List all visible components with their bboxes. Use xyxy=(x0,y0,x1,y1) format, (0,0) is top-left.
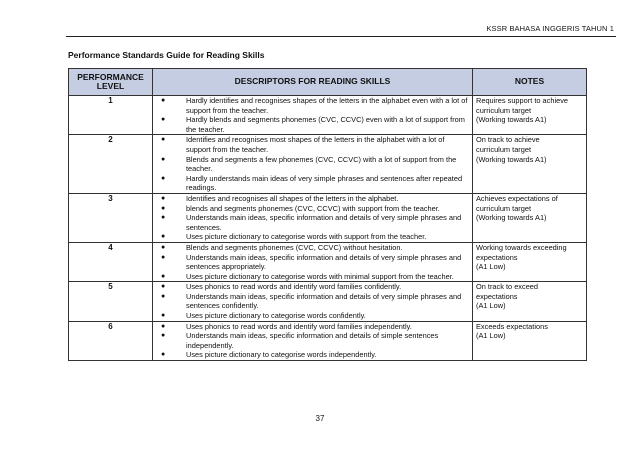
descriptor-item xyxy=(156,282,469,292)
performance-level-cell: 2 xyxy=(69,135,153,194)
note-line: Requires support to achieve xyxy=(476,96,569,105)
notes-cell xyxy=(473,193,587,242)
descriptor-item xyxy=(156,174,469,193)
note-line: (Working towards A1) xyxy=(476,213,547,223)
descriptor-text: Understands main ideas, specific information and details of simple sentences independently. xyxy=(186,331,439,350)
notes-cell xyxy=(473,135,587,194)
descriptor-item xyxy=(156,232,469,242)
page-number: 37 xyxy=(315,414,325,423)
page-header: KSSR BAHASA INGGERIS TAHUN 1 xyxy=(486,24,614,33)
notes-cell xyxy=(473,321,587,360)
note-line: expectations xyxy=(476,252,518,262)
descriptor-text: Identifies and recognises all shapes of the letters in the alphabet. xyxy=(186,193,399,203)
descriptor-text: Uses picture dictionary to categorise words with minimal support from the teacher. xyxy=(186,271,454,281)
descriptor-item xyxy=(156,213,469,232)
bullet-icon: ● xyxy=(161,116,166,124)
descriptors-cell xyxy=(153,193,473,242)
bullet-icon: ● xyxy=(161,351,166,359)
bullet-icon: ● xyxy=(161,194,166,202)
notes-cell xyxy=(473,96,587,135)
note-line: expectations xyxy=(476,291,518,301)
table-row xyxy=(69,321,587,360)
bullet-icon: ● xyxy=(161,292,166,300)
note-line: (A1 Low) xyxy=(476,301,506,311)
descriptor-text: Understands main ideas, specific information and details of very simple phrases and sentences appropriately. xyxy=(186,252,462,272)
note-line: On track to exceed xyxy=(476,282,539,292)
descriptor-item xyxy=(156,135,469,154)
descriptor-text: Uses picture dictionary to categorise words confidently. xyxy=(186,311,366,321)
descriptor-list xyxy=(156,282,469,320)
descriptor-item xyxy=(156,243,469,253)
bullet-icon: ● xyxy=(161,243,166,251)
performance-level-cell: 6 xyxy=(69,321,153,360)
descriptors-cell xyxy=(153,242,473,281)
bullet-icon: ● xyxy=(161,174,166,182)
descriptor-text: Uses phonics to read words and identify word families confidently. xyxy=(186,282,402,292)
performance-level-cell: 4 xyxy=(69,242,153,281)
notes-cell xyxy=(473,242,587,281)
bullet-icon: ● xyxy=(161,272,166,280)
descriptor-item xyxy=(156,292,469,311)
note-line: (Working towards A1) xyxy=(476,154,547,164)
note-line: (Working towards A1) xyxy=(476,115,547,125)
descriptor-text: Hardly understands main ideas of very simple phrases and sentences after repeated readings. xyxy=(186,173,463,193)
bullet-icon: ● xyxy=(161,322,166,330)
column-header-notes: NOTES xyxy=(473,69,587,96)
note-line: Achieves expectations of xyxy=(476,193,558,203)
descriptor-item xyxy=(156,350,469,360)
performance-standards-table xyxy=(68,68,587,361)
column-header-level-line: PERFORMANCE xyxy=(77,71,144,82)
descriptor-text: Understands main ideas, specific information and details of very simple phrases and sentences. xyxy=(186,213,462,232)
descriptor-text: Uses picture dictionary to categorise words with support from the teacher. xyxy=(186,232,427,242)
descriptors-cell xyxy=(153,321,473,360)
bullet-icon: ● xyxy=(161,155,166,163)
descriptor-list xyxy=(156,96,469,134)
descriptor-text: Hardly identifies and recognises shapes of the letters in the alphabet even with a lot of support from the teacher. xyxy=(186,96,468,115)
descriptor-item xyxy=(156,204,469,214)
section-title: Performance Standards Guide for Reading Skills xyxy=(68,50,265,60)
table-row xyxy=(69,193,587,242)
descriptors-cell xyxy=(153,282,473,321)
table-row xyxy=(69,282,587,321)
descriptor-text: Identifies and recognises most shapes of the letters in the alphabet with a lot of support from the teacher. xyxy=(186,135,445,154)
descriptor-item xyxy=(156,322,469,332)
bullet-icon: ● xyxy=(161,312,166,320)
descriptor-item xyxy=(156,96,469,115)
descriptor-item xyxy=(156,194,469,204)
column-header-level-line: LEVEL xyxy=(96,81,125,91)
note-line: (A1 Low) xyxy=(476,262,506,272)
descriptor-list xyxy=(156,243,469,281)
notes-cell xyxy=(473,282,587,321)
table-row xyxy=(69,135,587,194)
bullet-icon: ● xyxy=(161,283,166,291)
note-line: (A1 Low) xyxy=(476,331,506,341)
bullet-icon: ● xyxy=(161,204,166,212)
note-line: curriculum target xyxy=(476,144,532,154)
descriptor-item xyxy=(156,331,469,350)
descriptor-text: Blends and segments a few phonemes (CVC, CCVC) with a lot of support from the teacher. xyxy=(186,154,457,174)
descriptor-item xyxy=(156,253,469,272)
descriptor-item xyxy=(156,311,469,321)
header-rule xyxy=(66,36,616,37)
performance-level-cell: 1 xyxy=(69,96,153,135)
table-row xyxy=(69,96,587,135)
note-line: On track to achieve xyxy=(476,135,540,145)
bullet-icon: ● xyxy=(161,97,166,104)
descriptor-text: blends and segments phonemes (CVC, CCVC) with support from the teacher. xyxy=(186,203,440,213)
descriptor-text: Understands main ideas, specific information and details of very simple phrases and sentences confidently. xyxy=(186,291,462,311)
descriptor-item xyxy=(156,115,469,134)
descriptor-list xyxy=(156,194,469,242)
descriptor-list xyxy=(156,322,469,360)
bullet-icon: ● xyxy=(161,253,166,261)
note-line: Exceeds expectations xyxy=(476,321,548,331)
bullet-icon: ● xyxy=(161,214,166,222)
descriptor-list xyxy=(156,135,469,193)
descriptor-text: Uses picture dictionary to categorise words independently. xyxy=(186,350,377,360)
note-line: curriculum target xyxy=(476,105,532,115)
performance-level-cell: 3 xyxy=(69,193,153,242)
descriptor-text: Blends and segments phonemes (CVC, CCVC) without hesitation. xyxy=(186,242,403,252)
bullet-icon: ● xyxy=(161,136,166,144)
descriptors-cell xyxy=(153,135,473,194)
descriptor-item xyxy=(156,155,469,174)
bullet-icon: ● xyxy=(161,233,166,241)
column-header-descriptors: DESCRIPTORS FOR READING SKILLS xyxy=(153,69,473,96)
descriptors-cell xyxy=(153,96,473,135)
note-line: curriculum target xyxy=(476,203,532,213)
column-header-level xyxy=(69,69,153,96)
descriptor-text: Uses phonics to read words and identify word families independently. xyxy=(186,321,412,331)
note-line: Working towards exceeding xyxy=(476,242,567,252)
table-row xyxy=(69,242,587,281)
descriptor-text: Hardly blends and segments phonemes (CVC, CCVC) even with a lot of support from the teacher. xyxy=(186,115,465,134)
performance-level-cell: 5 xyxy=(69,282,153,321)
bullet-icon: ● xyxy=(161,332,166,340)
descriptor-item xyxy=(156,272,469,282)
table-header-row xyxy=(69,69,587,96)
table-body xyxy=(69,96,587,361)
